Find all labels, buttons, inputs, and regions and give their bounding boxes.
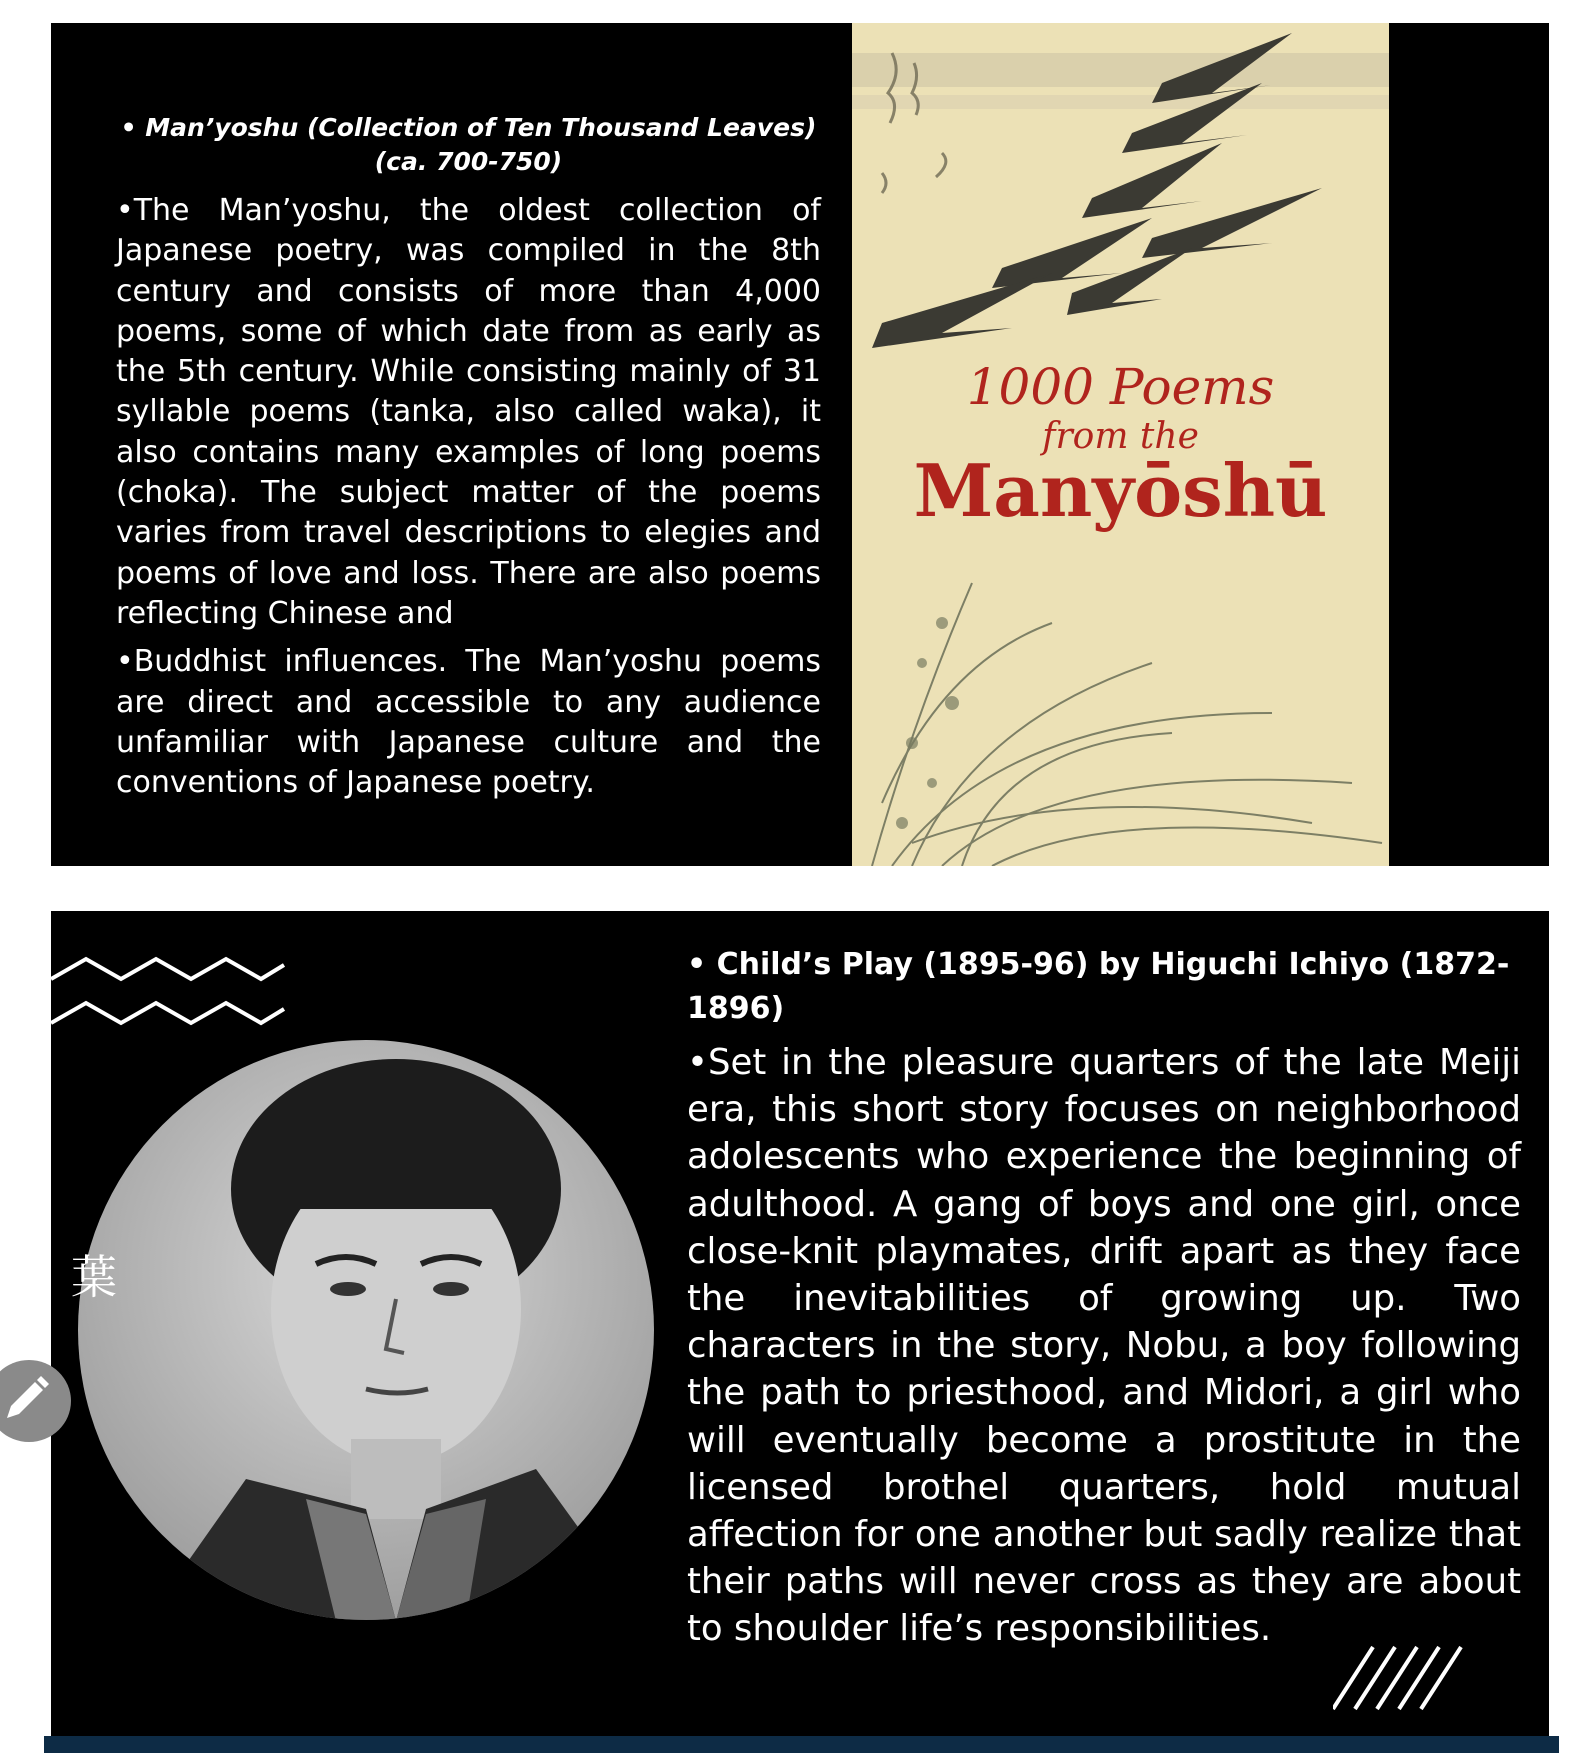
cover-title-line-3: Manyōshū	[913, 448, 1328, 533]
childs-play-heading: • Child’s Play (1895-96) by Higuchi Ichiyo (1872-1896)	[687, 947, 1510, 1026]
zigzag-decoration-icon	[51, 951, 291, 1051]
slide-childs-play	[51, 911, 1549, 1753]
portrait-photo	[66, 1039, 661, 1621]
manyoshu-paragraph-1: •The Man’yoshu, the oldest collection of Japanese poetry, was compiled in the 8th century and consists of more than 4,000 poems, some of which date from as early as the 5th century. While consisting mainly of 31 syllable poems (tanka, also called waka), it also contains many examples of long poems (choka). The subject matter of the poems varies from travel descriptions to elegies and poems of love and loss. There are also poems reflecting Chinese and	[116, 193, 821, 631]
side-kanji: 葉	[71, 1250, 117, 1304]
slash-lines-icon	[1333, 1641, 1463, 1716]
grass-icon	[872, 583, 1382, 866]
bottom-bar	[44, 1736, 1559, 1753]
edit-button[interactable]	[0, 1360, 71, 1442]
pencil-icon	[0, 1360, 71, 1442]
childs-play-text-block	[687, 943, 1521, 1653]
manyoshu-paragraph-2: •Buddhist influences. The Man’yoshu poems are direct and accessible to any audience unfamiliar with Japanese culture and the conventions of Japanese poetry.	[116, 644, 821, 801]
cover-title-line-2: from the	[1042, 416, 1199, 457]
manyoshu-text-block	[116, 111, 821, 811]
slide-manyoshu	[51, 23, 1549, 866]
cover-title-line-1: 1000 Poems	[966, 358, 1275, 416]
manyoshu-heading: • Man’yoshu (Collection of Ten Thousand Leaves) (ca. 700-750)	[120, 113, 817, 176]
book-cover-image	[852, 23, 1389, 866]
childs-play-paragraph: •Set in the pleasure quarters of the late Meiji era, this short story focuses on neighborhood adolescents who experience the beginning of adulthood. A gang of boys and one girl, once close-knit playmates, drift apart as they face the inevitabilities of growing up. Two characters in the story, Nobu, a boy following the path to priesthood, and Midori, a girl who will eventually become a prostitute in the licensed brothel quarters, hold mutual affection for one another but sadly realize that their paths will never cross as they are about to shoulder life’s responsibilities.	[687, 1042, 1521, 1650]
